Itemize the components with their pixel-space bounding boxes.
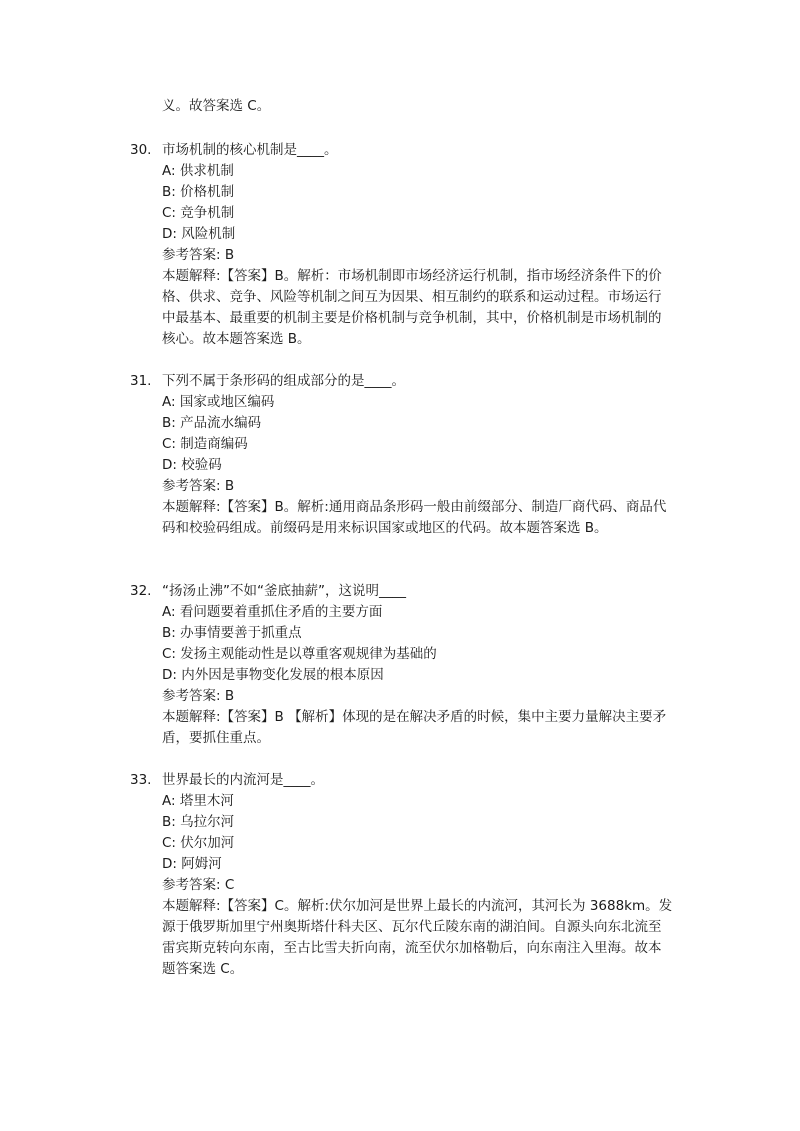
question-number: 30. xyxy=(130,142,152,158)
reference-answer: 参考答案: C xyxy=(162,877,235,893)
option-c: C: 竞争机制 xyxy=(162,205,235,221)
option-c: C: 伏尔加河 xyxy=(162,835,235,851)
reference-answer: 参考答案: B xyxy=(162,247,235,263)
question-text: 市场机制的核心机制是____。 xyxy=(162,142,338,158)
question-number: 31. xyxy=(130,373,152,389)
option-c: C: 制造商编码 xyxy=(162,436,248,452)
option-b: B: 乌拉尔河 xyxy=(162,814,235,830)
option-a: A: 看问题要着重抓住矛盾的主要方面 xyxy=(162,604,383,620)
previous-explanation-tail: 义。故答案选 C。 xyxy=(162,98,271,114)
explanation: 本题解释:【答案】B 【解析】体现的是在解决矛盾的时候，集中主要力量解决主要矛盾，要抓住重点。 xyxy=(162,709,667,746)
question-text: 世界最长的内流河是____。 xyxy=(162,772,324,788)
option-d: D: 阿姆河 xyxy=(162,856,222,872)
question-number: 32. xyxy=(130,583,152,599)
reference-answer: 参考答案: B xyxy=(162,478,235,494)
option-c: C: 发扬主观能动性是以尊重客观规律为基础的 xyxy=(162,646,437,662)
explanation: 本题解释:【答案】C。解析:伏尔加河是世界上最长的内流河，其河长为 3688km。发源于俄罗斯加里宁州奥斯塔什科夫区、瓦尔代丘陵东南的湖泊间。自源头向东北流至雷宾斯克转向东南，至古比雪夫折向南，流至伏尔加格勒后，向东南注入里海。故本题答案选 C。 xyxy=(162,898,673,977)
option-b: B: 价格机制 xyxy=(162,184,235,200)
option-d: D: 校验码 xyxy=(162,457,222,473)
option-a: A: 塔里木河 xyxy=(162,793,234,809)
option-b: B: 办事情要善于抓重点 xyxy=(162,625,302,641)
option-a: A: 国家或地区编码 xyxy=(162,394,275,410)
question-text: “扬汤止沸”不如“釜底抽薪”，这说明____ xyxy=(162,583,406,599)
option-b: B: 产品流水编码 xyxy=(162,415,262,431)
question-text: 下列不属于条形码的组成部分的是____。 xyxy=(162,373,405,389)
explanation: 本题解释:【答案】B。解析：市场机制即市场经济运行机制，指市场经济条件下的价格、供求、竞争、风险等机制之间互为因果、相互制约的联系和运动过程。市场运行中最基本、最重要的机制主要是价格机制与竞争机制，其中，价格机制是市场机制的核心。故本题答案选 B。 xyxy=(162,268,662,347)
option-d: D: 内外因是事物变化发展的根本原因 xyxy=(162,667,384,683)
explanation: 本题解释:【答案】B。解析:通用商品条形码一般由前缀部分、制造厂商代码、商品代码和校验码组成。前缀码是用来标识国家或地区的代码。故本题答案选 B。 xyxy=(162,499,667,536)
option-a: A: 供求机制 xyxy=(162,163,234,179)
reference-answer: 参考答案: B xyxy=(162,688,235,704)
option-d: D: 风险机制 xyxy=(162,226,236,242)
question-number: 33. xyxy=(130,772,152,788)
